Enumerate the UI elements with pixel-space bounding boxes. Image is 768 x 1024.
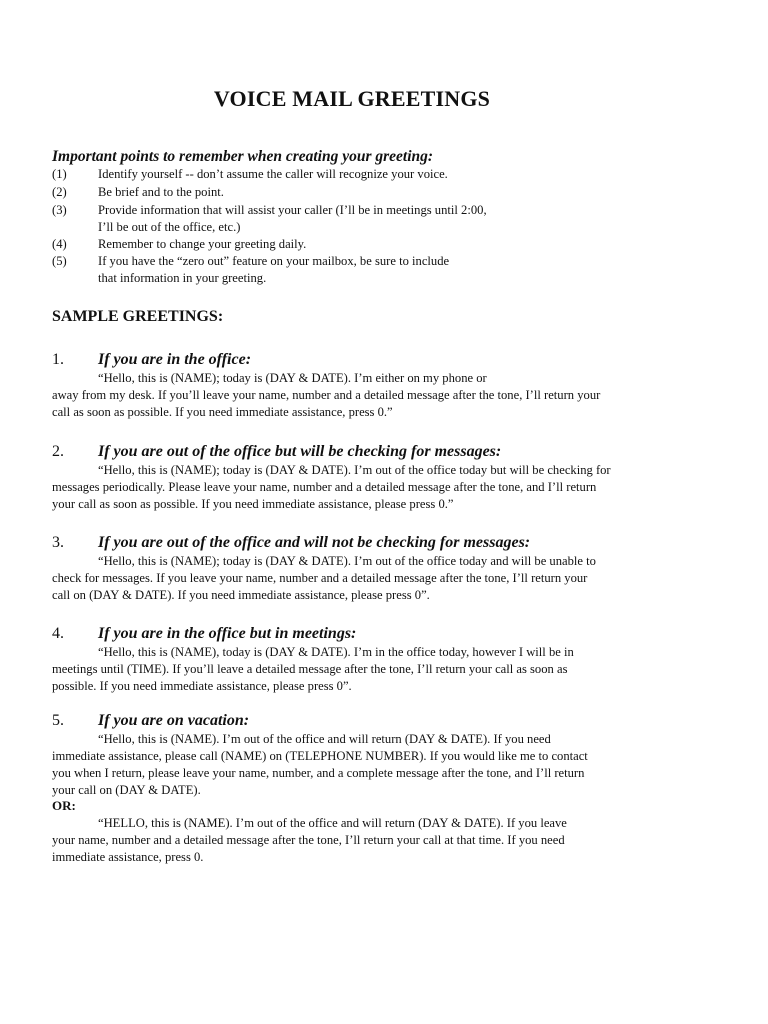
point-text: Provide information that will assist your caller (I’ll be in meetings until 2:00, — [98, 203, 487, 217]
greeting-line: possible. If you need immediate assistance, please press 0”. — [52, 679, 352, 693]
greeting-line: “HELLO, this is (NAME). I’m out of the office and will return (DAY & DATE). If you leave — [98, 816, 567, 830]
greeting-line: meetings until (TIME). If you’ll leave a detailed message after the tone, I’ll return your call as soon as — [52, 662, 568, 676]
section-title: If you are on vacation: — [98, 712, 250, 729]
point-number: (4) — [52, 237, 67, 251]
section-number: 3. — [52, 534, 64, 551]
greeting-line: immediate assistance, press 0. — [52, 850, 204, 864]
section-title: If you are in the office: — [98, 351, 252, 368]
greeting-line: your call on (DAY & DATE). — [52, 783, 201, 797]
section-number: 5. — [52, 712, 64, 729]
point-number: (3) — [52, 203, 67, 217]
section-title: If you are out of the office and will not be checking for messages: — [98, 534, 531, 551]
point-text: Be brief and to the point. — [98, 185, 224, 199]
section-title: If you are out of the office but will be checking for messages: — [98, 443, 502, 460]
point-text: Remember to change your greeting daily. — [98, 237, 307, 251]
greeting-line: check for messages. If you leave your name, number and a detailed message after the tone, I’ll return your — [52, 571, 588, 585]
section-number: 1. — [52, 351, 64, 368]
section-number: 2. — [52, 443, 64, 460]
greeting-line: “Hello, this is (NAME); today is (DAY & DATE). I’m either on my phone or — [98, 371, 487, 385]
point-number: (1) — [52, 167, 67, 181]
section-number: 4. — [52, 625, 64, 642]
greeting-line: messages periodically. Please leave your name, number and a detailed message after the tone, and I’ll return — [52, 480, 597, 494]
greeting-line: away from my desk. If you’ll leave your name, number and a detailed message after the tone, I’ll return your — [52, 388, 601, 402]
point-text: If you have the “zero out” feature on your mailbox, be sure to include — [98, 254, 450, 268]
point-text: that information in your greeting. — [98, 271, 267, 285]
greeting-line: “Hello, this is (NAME); today is (DAY & DATE). I’m out of the office today and will be unable to — [98, 554, 596, 568]
greeting-line: your call as soon as possible. If you need immediate assistance, please press 0.” — [52, 497, 454, 511]
point-text: I’ll be out of the office, etc.) — [98, 220, 241, 234]
greeting-line: “Hello, this is (NAME). I’m out of the office and will return (DAY & DATE). If you need — [98, 732, 551, 746]
point-number: (2) — [52, 185, 67, 199]
point-number: (5) — [52, 254, 67, 268]
greeting-line: immediate assistance, please call (NAME) on (TELEPHONE NUMBER). If you would like me to contact — [52, 749, 588, 763]
or-label: OR: — [52, 798, 76, 813]
samples-heading: SAMPLE GREETINGS: — [52, 308, 224, 325]
greeting-line: call as soon as possible. If you need immediate assistance, press 0.” — [52, 405, 393, 419]
greeting-line: “Hello, this is (NAME); today is (DAY & DATE). I’m out of the office today but will be checking for — [98, 463, 611, 477]
point-text: Identify yourself -- don’t assume the caller will recognize your voice. — [98, 167, 448, 181]
greeting-line: “Hello, this is (NAME), today is (DAY & DATE). I’m in the office today, however I will be in — [98, 645, 574, 659]
greeting-line: your name, number and a detailed message after the tone, I’ll return your call at that time. If you need — [52, 833, 565, 847]
points-heading: Important points to remember when creating your greeting: — [52, 148, 434, 165]
section-title: If you are in the office but in meetings: — [98, 625, 357, 642]
page-title: VOICE MAIL GREETINGS — [213, 86, 491, 111]
greeting-line: you when I return, please leave your name, number, and a complete message after the tone, and I’ll return — [52, 766, 585, 780]
greeting-line: call on (DAY & DATE). If you need immediate assistance, please press 0”. — [52, 588, 430, 602]
